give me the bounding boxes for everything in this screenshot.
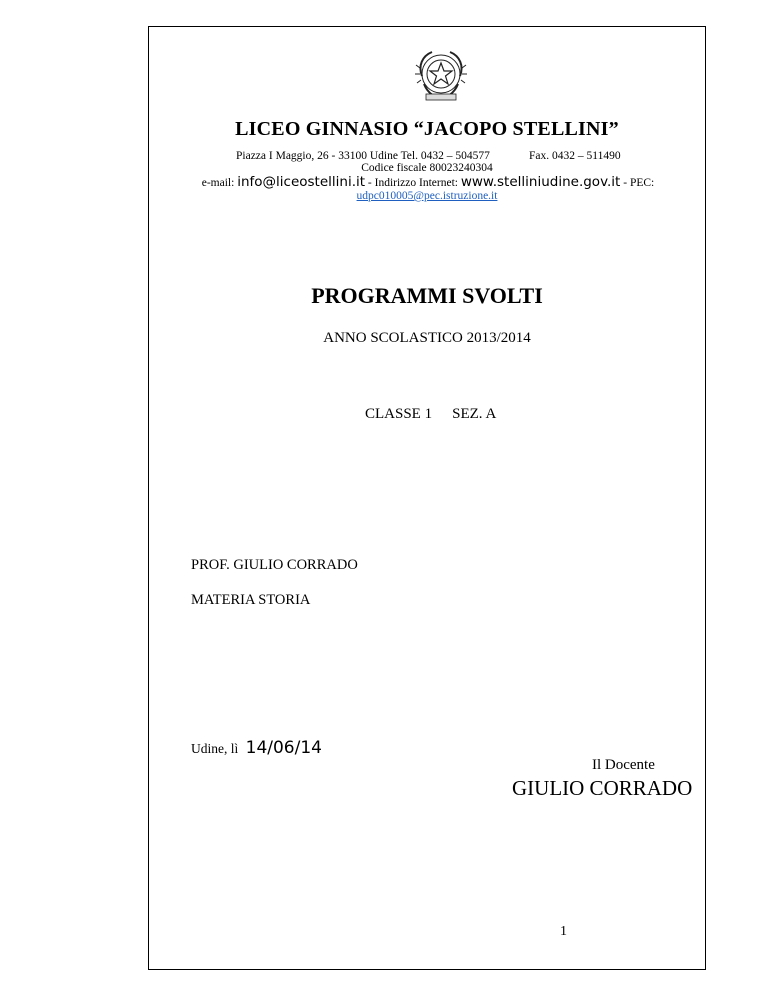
document-title: PROGRAMMI SVOLTI [311, 283, 543, 308]
place-label: Udine, lì [191, 741, 239, 756]
fiscal-code: Codice fiscale 80023240304 [361, 162, 493, 174]
italian-republic-emblem-icon [412, 46, 470, 106]
docente-label: Il Docente [592, 757, 655, 773]
subject-line: MATERIA STORIA [191, 592, 311, 608]
class-label: CLASSE 1 [365, 406, 433, 422]
pec-line [148, 190, 706, 202]
place-date-line [191, 738, 322, 758]
email-label: e-mail: [201, 177, 235, 189]
internet-label: - Indirizzo Internet: [367, 177, 458, 189]
section-label: SEZ. A [452, 406, 497, 422]
school-year: ANNO SCOLASTICO 2013/2014 [323, 330, 531, 346]
professor-line: PROF. GIULIO CORRADO [191, 557, 358, 573]
pec-label: - PEC: [623, 177, 655, 189]
class-section-line [365, 406, 496, 423]
email-address[interactable]: info@liceostellini.it [237, 174, 366, 190]
pec-email-link[interactable]: udpc010005@pec.istruzione.it [356, 190, 498, 202]
page-number: 1 [560, 924, 567, 939]
contact-line [148, 174, 708, 190]
docente-name: GIULIO CORRADO [512, 776, 693, 800]
fax-number: Fax. 0432 – 511490 [529, 150, 621, 162]
website-link[interactable]: www.stelliniudine.gov.it [460, 174, 621, 190]
address-line: Piazza I Maggio, 26 - 33100 Udine Tel. 0432 – 504577 [236, 150, 490, 162]
school-name: LICEO GINNASIO “JACOPO STELLINI” [235, 118, 619, 140]
date-value: 14/06/14 [245, 738, 322, 758]
